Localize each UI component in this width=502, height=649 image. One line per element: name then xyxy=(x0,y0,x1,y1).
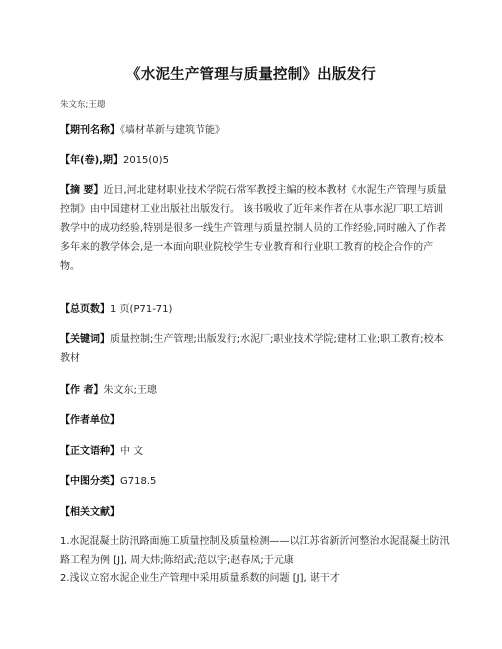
affiliation-field xyxy=(60,411,450,430)
abstract-label: 【摘 要】 xyxy=(60,185,104,196)
abstract-value: 近日,河北建材职业技术学院石常军教授主编的校本教材《水泥生产管理与质量控制》由中国建材工业出版社出版发行。 该书吸收了近年来作者在从事水泥厂职工培训教学中的成功经验,特别是很多一线生产管理与质量控制人员的工作经验,同时融入了作者多年来的教学体会,是一本面向职业院校学生专业教育和行业职工教育的校企合作的产物。 xyxy=(60,185,447,272)
related-field xyxy=(60,503,450,522)
related-label: 【相关文献】 xyxy=(60,507,120,518)
language-label: 【正文语种】 xyxy=(60,446,120,457)
pages-value: 1 页(P71-71) xyxy=(110,304,173,315)
abstract-field xyxy=(60,181,450,276)
language-field xyxy=(60,442,450,461)
author-value: 朱文东;王璁 xyxy=(103,385,157,396)
document-authors: 朱文东;王璁 xyxy=(60,100,106,110)
author-label: 【作 者】 xyxy=(60,385,104,396)
author-field xyxy=(60,381,450,400)
journal-field xyxy=(60,121,450,140)
pages-label: 【总页数】 xyxy=(60,304,110,315)
affiliation-label: 【作者单位】 xyxy=(60,415,120,426)
keywords-label: 【关键词】 xyxy=(60,334,110,345)
classification-field xyxy=(60,472,450,491)
keywords-value: 质量控制;生产管理;出版发行;水泥厂;职业技术学院;建材工业;职工教育;校本教材 xyxy=(60,334,444,364)
year-issue-field xyxy=(60,151,450,170)
document-title: 《水泥生产管理与质量控制》出版发行 xyxy=(126,67,376,83)
reference-item[interactable]: 1.水泥混凝土防汛路面施工质量控制及质量检测——以江苏省新沂河整治水泥混凝土防汛路工程为例 [J], 周大炜;陈绍武;范以宇;赵春凤;于元康 xyxy=(60,536,450,566)
year-issue-label: 【年(卷),期】 xyxy=(60,155,123,166)
journal-value: 《墙材革新与建筑节能》 xyxy=(120,125,225,136)
reference-list xyxy=(60,533,452,589)
journal-label: 【期刊名称】 xyxy=(60,125,120,136)
keywords-field xyxy=(60,330,450,368)
language-value: 中 文 xyxy=(120,446,144,457)
classification-value: G718.5 xyxy=(120,476,157,487)
year-issue-value: 2015(0)5 xyxy=(122,155,169,166)
pages-field xyxy=(60,300,450,319)
classification-label: 【中图分类】 xyxy=(60,476,120,487)
reference-item[interactable]: 2.浅议立窑水泥企业生产管理中采用质量系数的问题 [J], 谌干才 xyxy=(60,573,340,584)
